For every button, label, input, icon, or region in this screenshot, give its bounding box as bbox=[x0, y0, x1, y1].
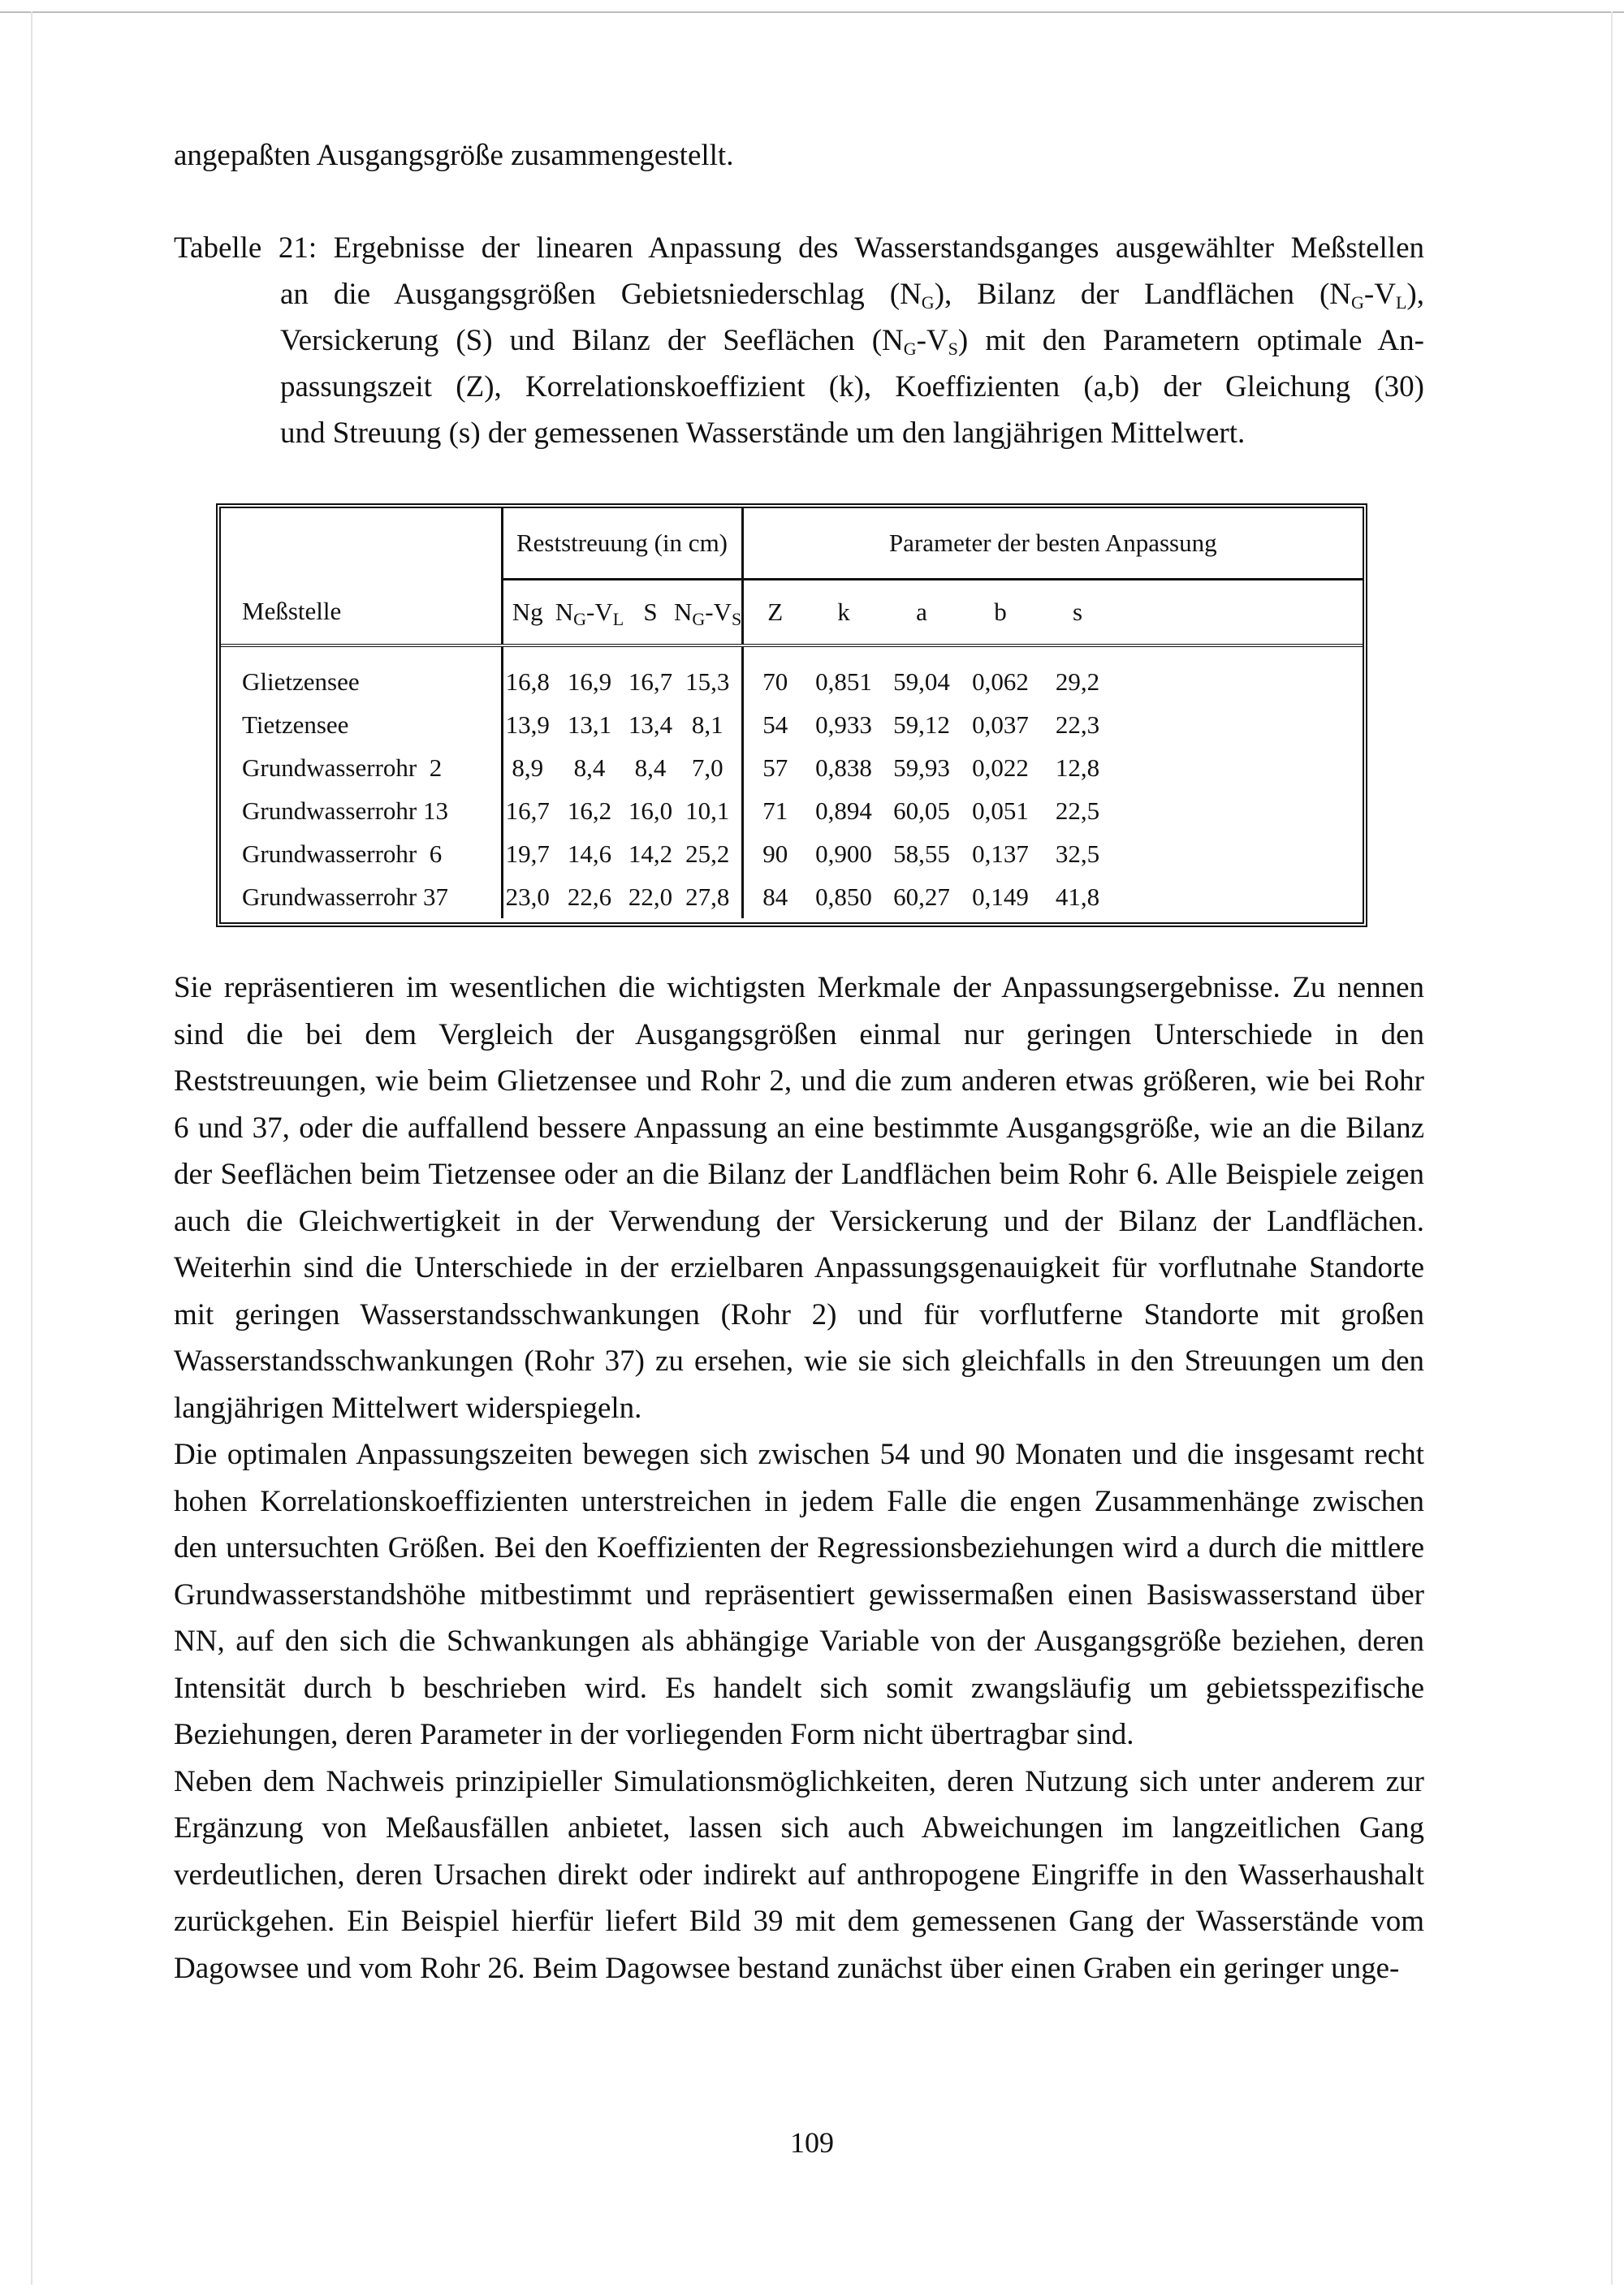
cell-ngvl: 8,4 bbox=[573, 753, 606, 782]
group-header-parameter: Parameter der besten Anpassung bbox=[742, 508, 1363, 580]
cell-sd: 41,8 bbox=[1055, 882, 1100, 911]
cell-b: 0,051 bbox=[972, 796, 1029, 825]
caption-line-1: Tabelle 21: Ergebnisse der linearen Anpassung des Wasserstandsganges ausgewählter Meßstellen bbox=[174, 231, 1424, 265]
cell-s: 13,4 bbox=[628, 710, 673, 739]
cell-b: 0,022 bbox=[972, 753, 1029, 782]
cell-a: 59,12 bbox=[893, 710, 950, 739]
cell-k: 0,933 bbox=[815, 710, 872, 739]
caption-line-5: und Streuung (s) der gemessenen Wasserstände um den langjährigen Mittelwert. bbox=[280, 416, 1246, 450]
cell-ngvl: 16,2 bbox=[567, 796, 612, 825]
cell-b: 0,037 bbox=[972, 710, 1029, 739]
table-row bbox=[221, 832, 1363, 875]
cell-a: 60,27 bbox=[893, 882, 950, 911]
caption-line-3: Versickerung (S) und Bilanz der Seeflächen $(N_G-V_S)$ mit den Parametern optimale An- bbox=[280, 324, 1424, 359]
cell-b: 0,062 bbox=[972, 667, 1029, 696]
col-header-station: Meßstelle bbox=[221, 580, 502, 646]
col-header-b: b bbox=[963, 580, 1038, 646]
cell-k: 0,838 bbox=[815, 753, 872, 782]
results-table bbox=[216, 503, 1367, 927]
cell-ngvl: 13,1 bbox=[567, 710, 612, 739]
cell-ngvs: 7,0 bbox=[691, 753, 723, 782]
table-row bbox=[221, 789, 1363, 832]
cell-name: Grundwasserrohr 2 bbox=[242, 753, 443, 782]
cell-ngvs: 27,8 bbox=[685, 882, 730, 911]
cell-a: 59,93 bbox=[893, 753, 950, 782]
cell-ng: 19,7 bbox=[502, 832, 552, 875]
col-header-sd: s bbox=[1038, 580, 1117, 646]
cell-sd: 22,3 bbox=[1055, 710, 1100, 739]
cell-z: 84 bbox=[742, 875, 807, 918]
cell-z: 71 bbox=[742, 789, 807, 832]
intro-line: angepaßten Ausgangsgröße zusammengestellt. bbox=[174, 139, 734, 172]
cell-k: 0,894 bbox=[815, 796, 872, 825]
caption-line-4: passungszeit (Z), Korrelationskoeffizient (k), Koeffizienten (a,b) der Gleichung (30) bbox=[280, 370, 1424, 404]
left-border-line bbox=[31, 11, 32, 2285]
cell-ng: 23,0 bbox=[502, 875, 552, 918]
cell-a: 59,04 bbox=[893, 667, 950, 696]
table-caption bbox=[174, 225, 1424, 456]
paragraph-2: Die optimalen Anpassungszeiten bewegen sich zwischen 54 und 90 Monaten und die insgesamt recht hohen Korrelationskoeffizienten unterstreichen in jedem Falle die engen Zusammenhänge zwischen den untersuchten Größen. Bei den Koeffizienten der Regressionsbeziehungen wird a durch die mittlere Grundwasserstandshöhe mitbestimmt und repräsentiert gewissermaßen einen Basiswasserstand über NN, auf den sich die Schwankungen als abhängige Variable von der Ausgangsgröße beziehen, deren Intensität durch b beschrieben wird. Es handelt sich somit zwangsläufig um gebietsspezifische Beziehungen, deren Parameter in der vorliegenden Form nicht übertragbar sind. bbox=[174, 1438, 1424, 1751]
paragraph-3: Neben dem Nachweis prinzipieller Simulationsmöglichkeiten, deren Nutzung sich unter anderem zur Ergänzung von Meßausfällen anbietet, lassen sich auch Abweichungen im langzeitlichen Gang verdeutlichen, deren Ursachen direkt oder indirekt auf anthropogene Eingriffe in den Wasserhaushalt zurückgehen. Ein Beispiel hierfür liefert Bild 39 mit dem gemessenen Gang der Wasserstände vom Dagowsee und vom Rohr 26. Beim Dagowsee bestand zunächst über einen Graben ein geringer unge- bbox=[174, 1764, 1424, 1985]
col-header-ng-vl: $N_G-V_L$ bbox=[552, 580, 627, 646]
cell-s: 16,0 bbox=[628, 796, 673, 825]
table-row bbox=[221, 746, 1363, 789]
cell-ngvl: 22,6 bbox=[567, 882, 612, 911]
col-header-ng: Ng bbox=[502, 580, 552, 646]
cell-a: 60,05 bbox=[893, 796, 950, 825]
cell-ngvs: 15,3 bbox=[685, 667, 730, 696]
cell-ngvl: 16,9 bbox=[567, 667, 612, 696]
cell-k: 0,900 bbox=[815, 839, 872, 868]
cell-sd: 32,5 bbox=[1055, 839, 1100, 868]
cell-s: 14,2 bbox=[628, 839, 673, 868]
cell-s: 16,7 bbox=[628, 667, 673, 696]
cell-name: Tietzensee bbox=[242, 710, 349, 739]
cell-name: Grundwasserrohr 13 bbox=[242, 796, 448, 825]
cell-s: 22,0 bbox=[628, 882, 673, 911]
cell-z: 70 bbox=[742, 645, 807, 703]
table-row bbox=[221, 645, 1363, 703]
col-header-s: S bbox=[627, 580, 674, 646]
cell-sd: 12,8 bbox=[1055, 753, 1100, 782]
cell-a: 58,55 bbox=[893, 839, 950, 868]
caption-line-2: an die Ausgangsgrößen Gebietsniederschlag $(N_G)$, Bilanz der Landflächen $(N_G-V_L)$, bbox=[280, 278, 1424, 313]
col-header-a: a bbox=[880, 580, 963, 646]
cell-ngvs: 10,1 bbox=[685, 796, 730, 825]
cell-name: Grundwasserrohr 37 bbox=[242, 882, 448, 911]
cell-ng: 8,9 bbox=[502, 746, 552, 789]
cell-name: Glietzensee bbox=[242, 667, 360, 696]
cell-z: 54 bbox=[742, 703, 807, 746]
page-number: 109 bbox=[790, 2126, 834, 2159]
right-border-line bbox=[1611, 11, 1613, 2285]
paragraph-1: Sie repräsentieren im wesentlichen die wichtigsten Merkmale der Anpassungsergebnisse. Zu nennen sind die bei dem Vergleich der Ausgangsgrößen einmal nur geringen Unterschiede in den Reststreuungen, wie beim Glietzensee und Rohr 2, und die zum anderen etwas größeren, wie bei Rohr 6 und 37, oder die auffallend bessere Anpassung an eine bestimmte Ausgangsgröße, wie an die Bilanz der Seeflächen beim Tietzensee oder an die Bilanz der Landflächen beim Rohr 6. Alle Beispiele zeigen auch die Gleichwertigkeit in der Verwendung der Versickerung und der Bilanz der Landflächen. Weiterhin sind die Unterschiede in der erzielbaren Anpassungsgenauigkeit für vorflutnahe Standorte mit geringen Wasserstandsschwankungen (Rohr 2) und für vorflutferne Standorte mit großen Wasserstandsschwankungen (Rohr 37) zu ersehen, wie sie sich gleichfalls in den Streuungen um den langjährigen Mittelwert widerspiegeln. bbox=[174, 971, 1424, 1425]
col-header-z: Z bbox=[742, 580, 807, 646]
cell-ng: 13,9 bbox=[502, 703, 552, 746]
cell-sd: 29,2 bbox=[1055, 667, 1100, 696]
cell-ngvl: 14,6 bbox=[567, 839, 612, 868]
table-row bbox=[221, 875, 1363, 918]
cell-z: 57 bbox=[742, 746, 807, 789]
cell-k: 0,850 bbox=[815, 882, 872, 911]
cell-ng: 16,7 bbox=[502, 789, 552, 832]
group-header-reststreuung: Reststreuung (in cm) bbox=[502, 508, 742, 580]
cell-z: 90 bbox=[742, 832, 807, 875]
cell-b: 0,149 bbox=[972, 882, 1029, 911]
cell-b: 0,137 bbox=[972, 839, 1029, 868]
cell-ngvs: 8,1 bbox=[691, 710, 723, 739]
caption-label: Tabelle 21: bbox=[174, 231, 317, 265]
caption-body bbox=[174, 271, 1424, 456]
col-header-k: k bbox=[807, 580, 880, 646]
body-text bbox=[174, 965, 1424, 1992]
col-header-ng-vs: $N_G-V_S$ bbox=[674, 580, 742, 646]
cell-name: Grundwasserrohr 6 bbox=[242, 839, 443, 868]
table-row bbox=[221, 703, 1363, 746]
cell-ngvs: 25,2 bbox=[685, 839, 730, 868]
cell-sd: 22,5 bbox=[1055, 796, 1100, 825]
top-border-line bbox=[0, 11, 1624, 13]
cell-s: 8,4 bbox=[634, 753, 667, 782]
cell-ng: 16,8 bbox=[502, 645, 552, 703]
cell-k: 0,851 bbox=[815, 667, 872, 696]
